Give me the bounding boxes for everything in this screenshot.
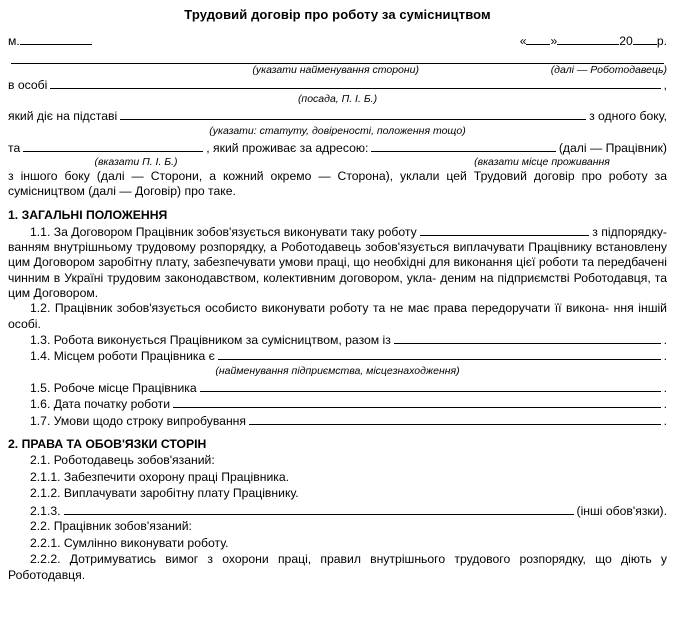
person-role-caption: (посада, П. І. Б.): [297, 93, 378, 105]
section-2-title: ПРАВА ТА ОБОВ'ЯЗКИ СТОРІН: [21, 437, 207, 452]
caption-spacer: [8, 64, 121, 77]
clause-2-1-3-row: [0, 503, 675, 520]
clause-1-3-row: [0, 332, 675, 349]
party-name-blank[interactable]: [11, 52, 664, 64]
person-role-comma: ,: [663, 77, 667, 92]
clause-1-3-blank[interactable]: [394, 332, 661, 344]
employee-label: та: [8, 140, 21, 155]
clause-2-2: 2.2. Працівник зобов'язаний:: [30, 519, 192, 534]
city-field: [8, 33, 92, 50]
year-suffix: р.: [656, 34, 667, 48]
header-city-date-row: [0, 33, 675, 50]
person-role-label: в особі: [8, 77, 48, 92]
clause-1-1-row: [0, 224, 675, 241]
page-title: Трудовий договір про роботу за сумісництвом: [184, 7, 491, 22]
employee-row: [0, 140, 675, 157]
clause-2-1-2: 2.1.2. Виплачувати заробітну плату Працівнику.: [30, 486, 299, 501]
clause-1-1-continuation: ванням внутрішньому трудовому розпорядку, а Роботодавець зобов'язується виплачувати Працівнику встановлену цим Договором заробітну плату, забезпечувати умови праці, що необхідні для виконання цієї роботи та передбачені чинним в Україні трудовим законодавством, колективним договором, укла- деним на підприємстві Роботодавця, та цим Договором.: [8, 240, 667, 300]
month-blank[interactable]: [557, 33, 619, 45]
clause-2-2-1: 2.2.1. Сумлінно виконувати роботу.: [30, 535, 229, 550]
clause-1-1-text-after: з підпорядку-: [592, 224, 667, 239]
clause-1-6-blank[interactable]: [173, 396, 661, 408]
clause-2-1: 2.1. Роботодавець зобов'язаний:: [30, 453, 215, 468]
clause-1-3-text-before: 1.3. Робота виконується Працівником за сумісництвом, разом із: [30, 332, 391, 347]
year-blank[interactable]: [633, 33, 657, 45]
clause-1-6-text-before: 1.6. Дата початку роботи: [30, 397, 171, 412]
clause-2-1-3-text-before: 2.1.3.: [30, 503, 61, 518]
employee-address-text: , який проживає за адресою:: [206, 140, 369, 155]
acting-basis-trailing: з одного боку,: [589, 109, 667, 123]
city-blank[interactable]: [20, 33, 92, 45]
clause-1-7-blank[interactable]: [249, 413, 661, 425]
clause-1-7-text-after: .: [663, 413, 667, 428]
clause-1-4-text-after: .: [663, 349, 667, 364]
year-prefix: 20: [619, 34, 633, 48]
party-name-row: [0, 52, 675, 64]
party-name-caption-row: [0, 64, 675, 77]
date-quote-close: »: [550, 34, 558, 48]
section-2-number: 2.: [8, 437, 19, 452]
party-name-caption: (указати найменування сторони): [252, 63, 419, 76]
caption-spacer-left: [8, 156, 56, 169]
acting-basis-caption: (указати: статуту, довіреності, положення тощо): [209, 124, 466, 137]
date-quote-open: «: [519, 34, 527, 48]
date-field: [520, 33, 667, 50]
acting-basis-row: [0, 108, 675, 125]
person-role-row: [0, 77, 675, 94]
day-blank[interactable]: [526, 33, 550, 45]
clause-1-5-text-before: 1.5. Робоче місце Працівника: [30, 380, 197, 395]
clause-1-7-text-before: 1.7. Умови щодо строку випробування: [30, 413, 247, 428]
employee-caption-row: [0, 156, 675, 169]
clause-1-4-caption: (найменування підприємства, місцезнаходження): [215, 364, 460, 377]
section-1-title: ЗАГАЛЬНІ ПОЛОЖЕННЯ: [21, 207, 168, 222]
employee-note: (далі — Працівник): [558, 140, 667, 155]
person-role-blank[interactable]: [50, 77, 660, 89]
clause-1-2: 1.2. Працівник зобов'язується особисто виконувати роботу та не має права передоручати її викона- ння іншій особі.: [8, 301, 667, 331]
clause-1-5-text-after: .: [663, 380, 667, 395]
clause-1-1-text-before: 1.1. За Договором Працівник зобов'язується виконувати таку роботу: [30, 224, 417, 239]
clause-1-7-row: [0, 413, 675, 430]
clause-1-5-blank[interactable]: [200, 380, 661, 392]
document-page: [0, 7, 675, 625]
employee-name-blank[interactable]: [23, 140, 203, 152]
clause-1-6-row: [0, 396, 675, 413]
section-2-heading: [0, 436, 675, 452]
employee-address-blank[interactable]: [371, 140, 555, 152]
clause-2-1-3-text-after: (інші обов'язки).: [576, 503, 667, 518]
intro-paragraph: з іншого боку (далі — Сторони, а кожний окремо — Сторона), уклали цей Трудовий договір про роботу за сумісництвом (далі — Договір) про таке.: [8, 169, 667, 199]
clause-1-3-text-after: .: [663, 332, 667, 347]
clause-1-5-row: [0, 380, 675, 397]
acting-basis-blank[interactable]: [120, 108, 586, 120]
section-1-number: 1.: [8, 207, 19, 222]
clause-1-4-row: [0, 348, 675, 365]
city-label: м.: [8, 34, 20, 48]
section-1-heading: [0, 207, 675, 223]
acting-basis-label: який діє на підставі: [8, 109, 118, 123]
employee-address-caption: (вказати місце проживання: [474, 156, 610, 168]
clause-1-4-blank[interactable]: [218, 348, 661, 360]
clause-2-2-2: 2.2.2. Дотримуватись вимог з охорони праці, правил внутрішнього трудового розпорядку, що діють у Роботодавця.: [8, 552, 667, 582]
clause-2-1-3-blank[interactable]: [64, 503, 574, 515]
caption-spacer-mid: [216, 156, 417, 169]
employer-note: (далі — Роботодавець): [550, 63, 667, 76]
clause-1-1-blank[interactable]: [420, 224, 590, 236]
clause-2-1-1: 2.1.1. Забезпечити охорону праці Працівника.: [30, 469, 290, 484]
clause-1-4-text-before: 1.4. Місцем роботи Працівника є: [30, 349, 215, 364]
clause-1-6-text-after: .: [663, 397, 667, 412]
employee-name-caption: (вказати П. І. Б.): [94, 156, 178, 168]
